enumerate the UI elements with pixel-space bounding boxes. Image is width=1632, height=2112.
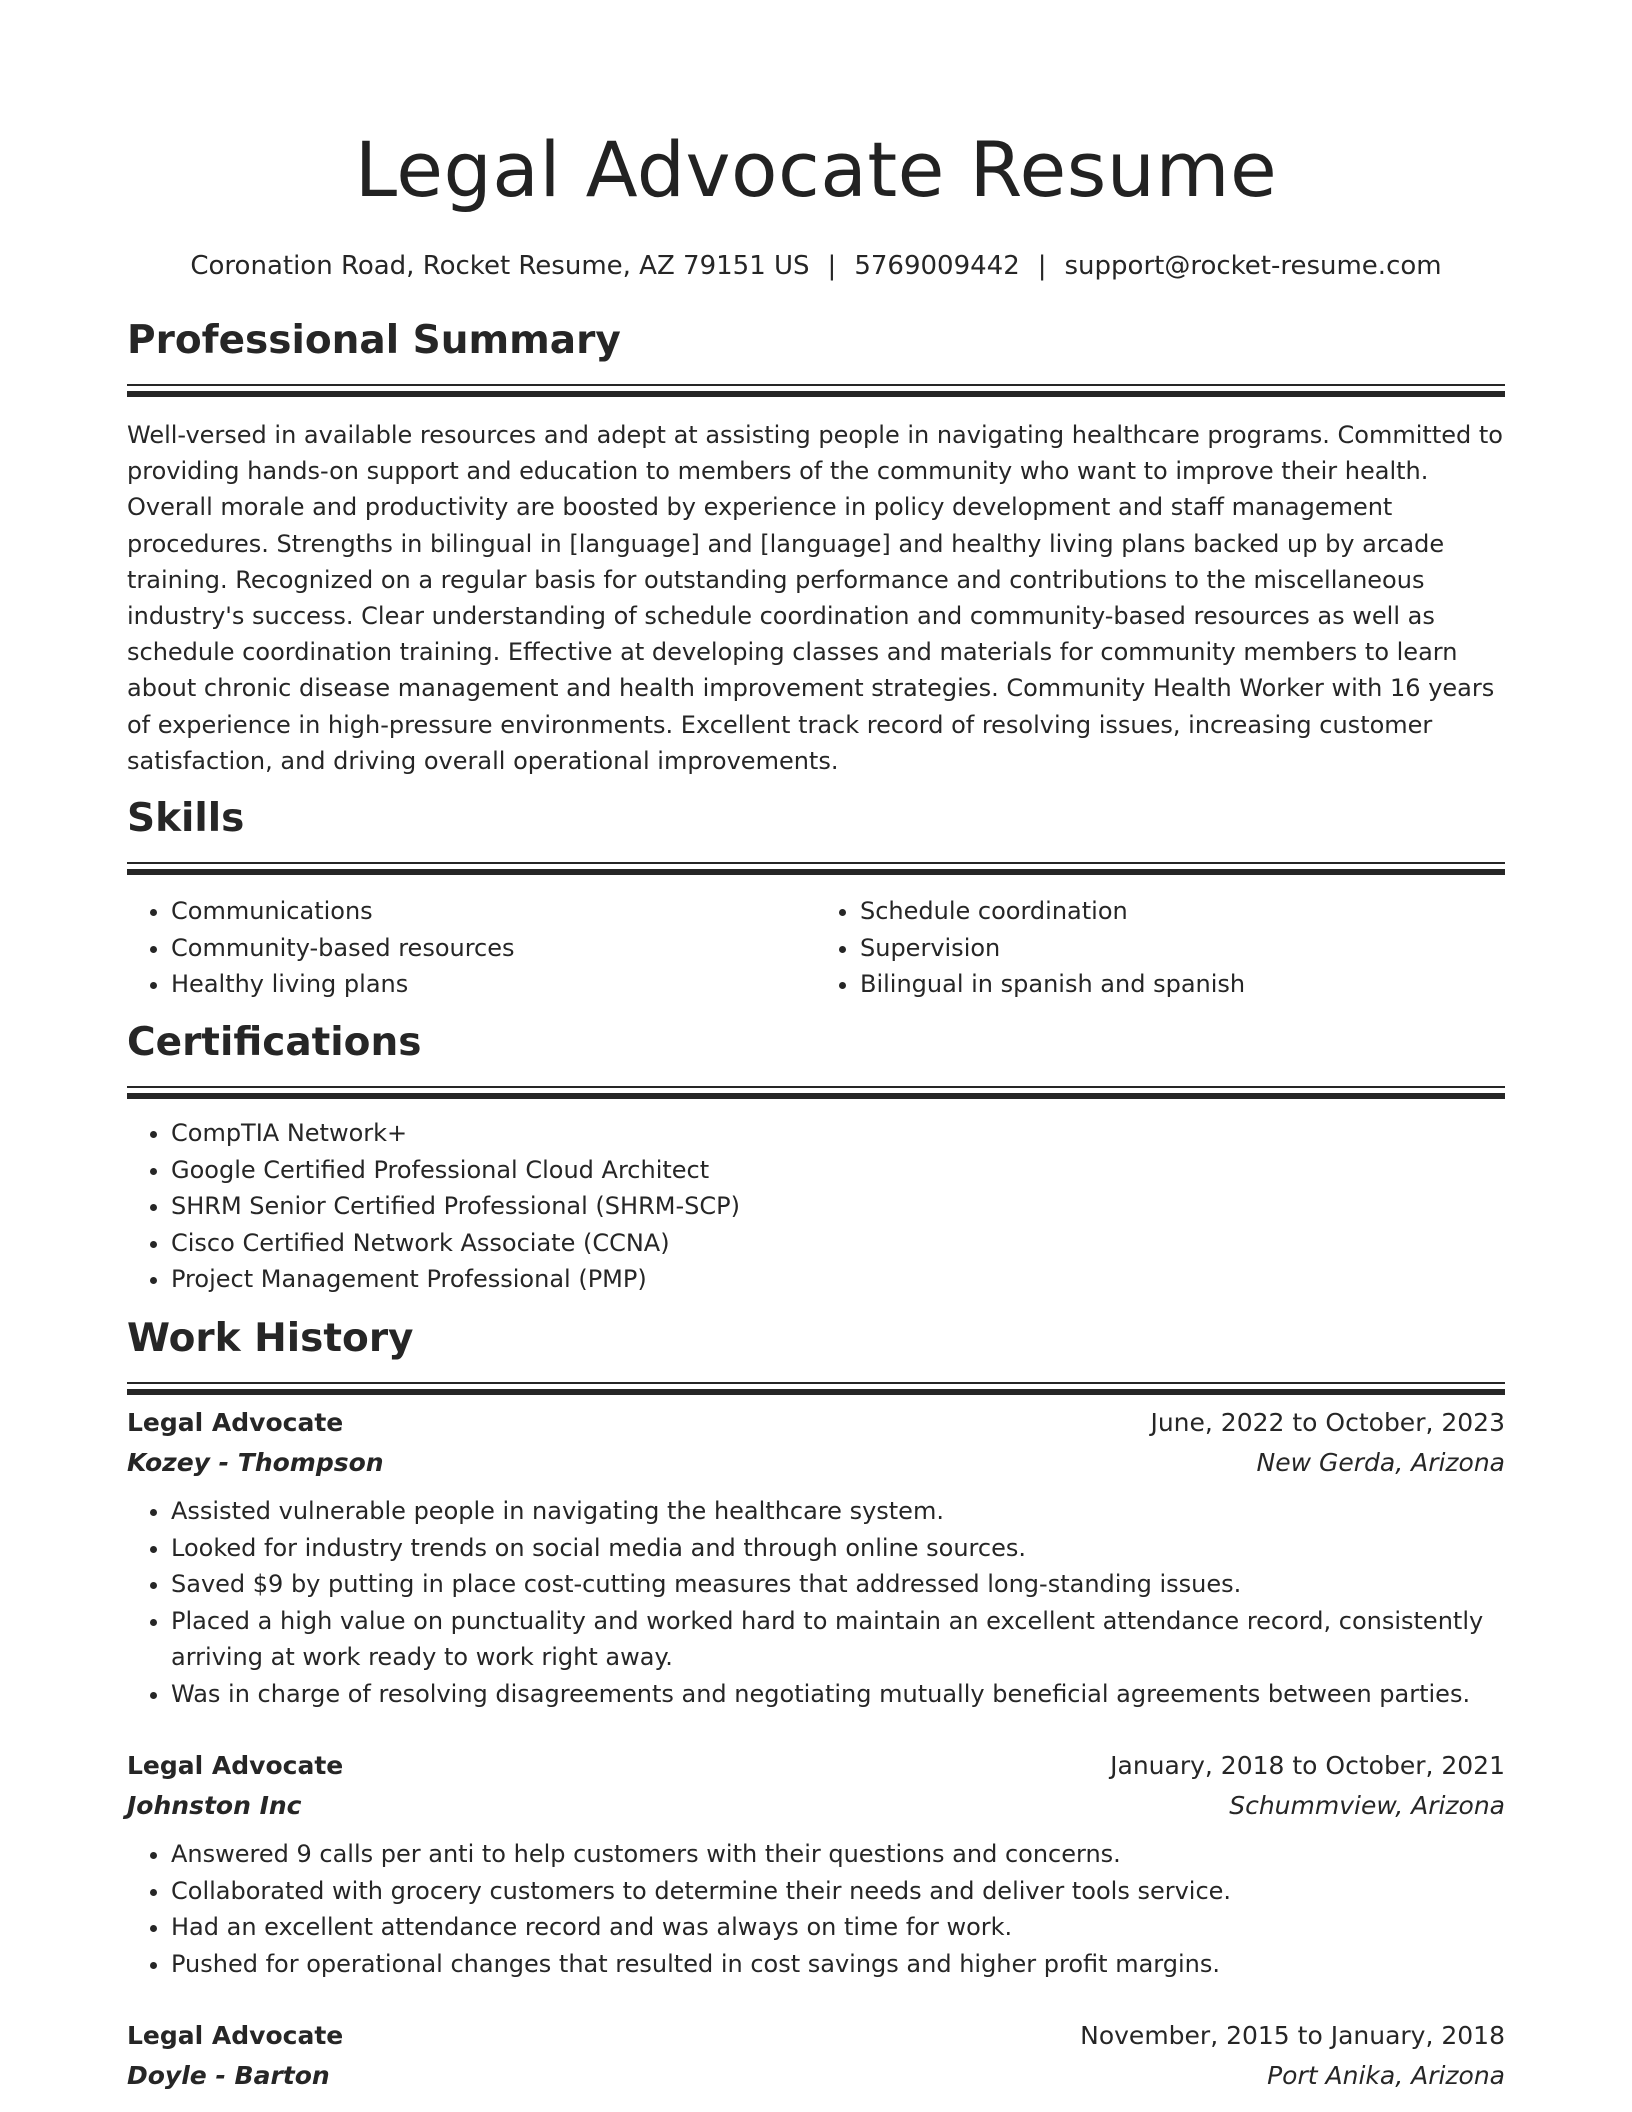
list-item: • Communications xyxy=(171,893,816,930)
list-item: • SHRM Senior Certified Professional (SHRM-SCP) xyxy=(171,1188,1505,1225)
job-company: Johnston Inc xyxy=(127,1791,302,1820)
work-history-heading: Work History xyxy=(127,1316,414,1361)
section-rule xyxy=(127,384,1505,386)
section-rule xyxy=(127,862,1505,864)
job-title: Legal Advocate xyxy=(127,1408,344,1437)
job-dates: November, 2015 to January, 2018 xyxy=(1080,2021,1505,2050)
list-item: • Collaborated with grocery customers to determine their needs and deliver tools service. xyxy=(171,1873,1505,1910)
certifications-section xyxy=(127,1018,1505,1298)
list-item: • Looked for industry trends on social media and through online sources. xyxy=(171,1530,1505,1567)
job-company: Doyle - Barton xyxy=(127,2061,330,2090)
contact-phone: 5769009442 xyxy=(854,251,1020,281)
job-entry xyxy=(127,1403,1505,1712)
contact-email[interactable]: support@rocket-resume.com xyxy=(1064,251,1442,281)
job-header-row xyxy=(127,1746,1505,1786)
list-item: • Cisco Certified Network Associate (CCNA) xyxy=(171,1225,1505,1262)
contact-separator: | xyxy=(1037,251,1047,281)
section-rule xyxy=(127,869,1505,875)
list-item: • Schedule coordination xyxy=(860,893,1505,930)
skills-section xyxy=(127,794,1505,1003)
contact-separator: | xyxy=(827,251,837,281)
list-item: • Saved $9 by putting in place cost-cutting measures that addressed long-standing issues. xyxy=(171,1566,1505,1603)
job-company: Kozey - Thompson xyxy=(127,1448,384,1477)
certifications-heading: Certifications xyxy=(127,1020,422,1065)
job-dates: June, 2022 to October, 2023 xyxy=(1150,1408,1505,1437)
job-bullets xyxy=(127,1493,1505,1712)
contact-line xyxy=(127,248,1505,284)
section-rule xyxy=(127,1093,1505,1099)
summary-heading: Professional Summary xyxy=(127,318,621,363)
summary-text: Well-versed in available resources and adept at assisting people in navigating healthcare programs. Committed to providing hands-on support and education to members of the community who want to improve their health. Overall morale and productivity are boosted by experience in policy development and staff management procedures. Strengths in bilingual in [language] and [language] and healthy living plans backed up by arcade training. Recognized on a regular basis for outstanding performance and contributions to the miscellaneous industry's success. Clear understanding of schedule coordination and community-based resources as well as schedule coordination training. Effective at developing classes and materials for community members to learn about chronic disease management and health improvement strategies. Community Health Worker with 16 years of experience in high-pressure environments. Excellent track record of resolving issues, increasing customer satisfaction, and driving overall operational improvements. xyxy=(127,421,1503,775)
section-rule xyxy=(127,1389,1505,1395)
section-rule xyxy=(127,391,1505,397)
job-company-row xyxy=(127,1443,1505,1483)
list-item: • Healthy living plans xyxy=(171,966,816,1003)
resume-title: Legal Advocate Resume xyxy=(354,125,1278,214)
skills-list-left xyxy=(127,893,816,1003)
list-item: • Community-based resources xyxy=(171,930,816,967)
job-entry xyxy=(127,1746,1505,1982)
certifications-list xyxy=(127,1115,1505,1298)
list-item: • Pushed for operational changes that resulted in cost savings and higher profit margins. xyxy=(171,1946,1505,1983)
list-item: • Google Certified Professional Cloud Architect xyxy=(171,1152,1505,1189)
contact-address: Coronation Road, Rocket Resume, AZ 79151 US xyxy=(190,251,810,281)
summary-section xyxy=(127,316,1505,779)
list-item: • Bilingual in spanish and spanish xyxy=(860,966,1505,1003)
list-item: • Project Management Professional (PMP) xyxy=(171,1261,1505,1298)
skills-heading: Skills xyxy=(127,796,245,841)
list-item: • Answered 9 calls per anti to help customers with their questions and concerns. xyxy=(171,1836,1505,1873)
job-bullets xyxy=(127,1836,1505,1982)
skills-columns xyxy=(127,893,1505,1003)
work-history-section xyxy=(127,1314,1505,1395)
section-rule xyxy=(127,1382,1505,1384)
list-item: • Assisted vulnerable people in navigating the healthcare system. xyxy=(171,1493,1505,1530)
job-entry xyxy=(127,2016,1505,2096)
list-item: • Placed a high value on punctuality and worked hard to maintain an excellent attendance record, consistently arriving at work ready to work right away. xyxy=(171,1603,1505,1676)
job-company-row xyxy=(127,1786,1505,1826)
skills-list-right xyxy=(816,893,1505,1003)
job-company-row xyxy=(127,2056,1505,2096)
job-header-row xyxy=(127,1403,1505,1443)
job-location: Schummview, Arizona xyxy=(1229,1791,1505,1820)
job-location: New Gerda, Arizona xyxy=(1256,1448,1505,1477)
job-dates: January, 2018 to October, 2021 xyxy=(1110,1751,1505,1780)
list-item: • Was in charge of resolving disagreements and negotiating mutually beneficial agreements between parties. xyxy=(171,1676,1505,1713)
list-item: • Had an excellent attendance record and was always on time for work. xyxy=(171,1909,1505,1946)
list-item: • Supervision xyxy=(860,930,1505,967)
job-location: Port Anika, Arizona xyxy=(1267,2061,1505,2090)
section-rule xyxy=(127,1086,1505,1088)
list-item: • CompTIA Network+ xyxy=(171,1115,1505,1152)
job-header-row xyxy=(127,2016,1505,2056)
job-title: Legal Advocate xyxy=(127,1751,344,1780)
resume-page xyxy=(127,0,1505,2090)
job-title: Legal Advocate xyxy=(127,2021,344,2050)
